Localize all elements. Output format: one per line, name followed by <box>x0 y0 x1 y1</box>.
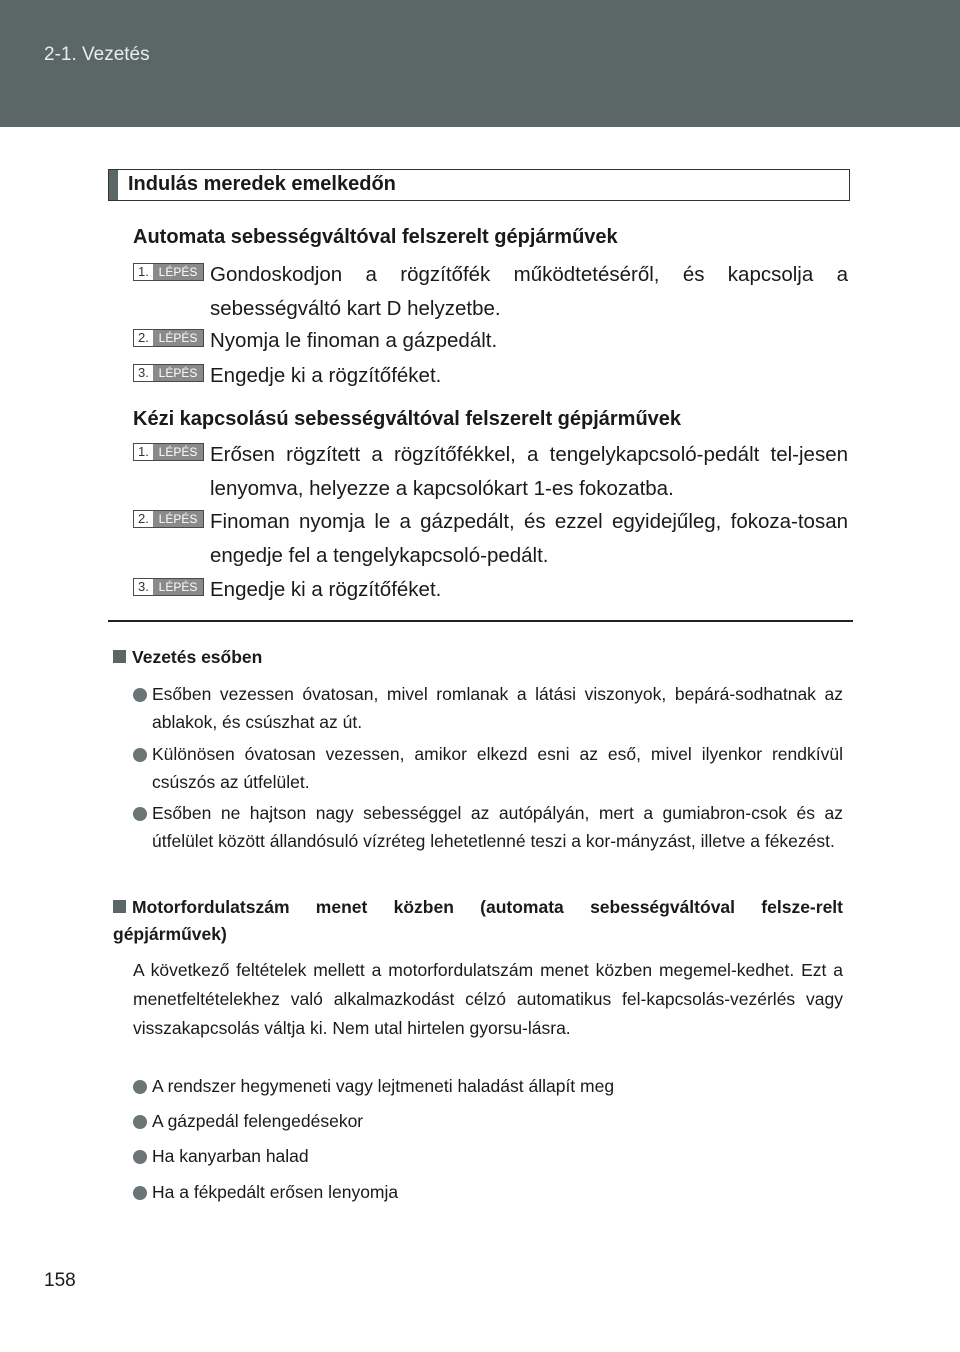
square-bullet-icon <box>113 650 126 663</box>
step-badge: 3. LÉPÉS <box>133 364 204 382</box>
step-badge: 2. LÉPÉS <box>133 329 204 347</box>
bullet-dot-icon <box>133 748 147 762</box>
auto-subtitle: Automata sebességváltóval felszerelt gépjárművek <box>133 226 618 248</box>
page-number: 158 <box>44 1270 76 1291</box>
step-text: Gondoskodjon a rögzítőfék működtetéséről, és kapcsolja a sebességváltó kart D helyzetbe. <box>210 263 848 320</box>
bullet-dot-icon <box>133 688 147 702</box>
box-title: Indulás meredek emelkedőn <box>128 173 396 195</box>
step-badge: 3. LÉPÉS <box>133 578 204 596</box>
step-badge: 2. LÉPÉS <box>133 510 204 528</box>
bullet-dot-icon <box>133 807 147 821</box>
step-text: Engedje ki a rögzítőféket. <box>210 578 442 601</box>
step-text: Engedje ki a rögzítőféket. <box>210 364 442 387</box>
bullet-dot-icon <box>133 1080 147 1094</box>
box-header-accent <box>109 170 118 200</box>
section-divider <box>108 620 853 622</box>
bullet-dot-icon <box>133 1115 147 1129</box>
step-badge: 1. LÉPÉS <box>133 263 204 281</box>
bullet-dot-icon <box>133 1150 147 1164</box>
rpm-heading: Motorfordulatszám menet közben (automata sebességváltóval felsze-relt gépjárművek) <box>113 897 843 944</box>
square-bullet-icon <box>113 900 126 913</box>
step-text: Nyomja le finoman a gázpedált. <box>210 329 498 352</box>
rain-heading: Vezetés esőben <box>113 644 843 671</box>
step-text: Finoman nyomja le a gázpedált, és ezzel egyidejűleg, fokoza-tosan engedje fel a tengelykapcsoló-pedált. <box>210 510 848 567</box>
step-badge: 1. LÉPÉS <box>133 443 204 461</box>
section-label: 2-1. Vezetés <box>44 44 150 65</box>
step-text: Erősen rögzített a rögzítőfékkel, a tengelykapcsoló-pedált tel-jesen lenyomva, helyezze a kapcsolókart 1-es fokozatba. <box>210 443 848 500</box>
manual-subtitle: Kézi kapcsolású sebességváltóval felszerelt gépjárművek <box>133 408 682 430</box>
box-header <box>108 169 850 201</box>
rpm-paragraph: A következő feltételek mellett a motorfordulatszám menet közben megemel-kedhet. Ezt a menetfeltételekhez való alkalmazkodást célzó automatikus fel-kapcsolás-vezérlés vagy visszakapcsolás váltja ki. Nem utal hirtelen gyorsu-lásra. <box>133 960 843 1038</box>
bullet-dot-icon <box>133 1186 147 1200</box>
